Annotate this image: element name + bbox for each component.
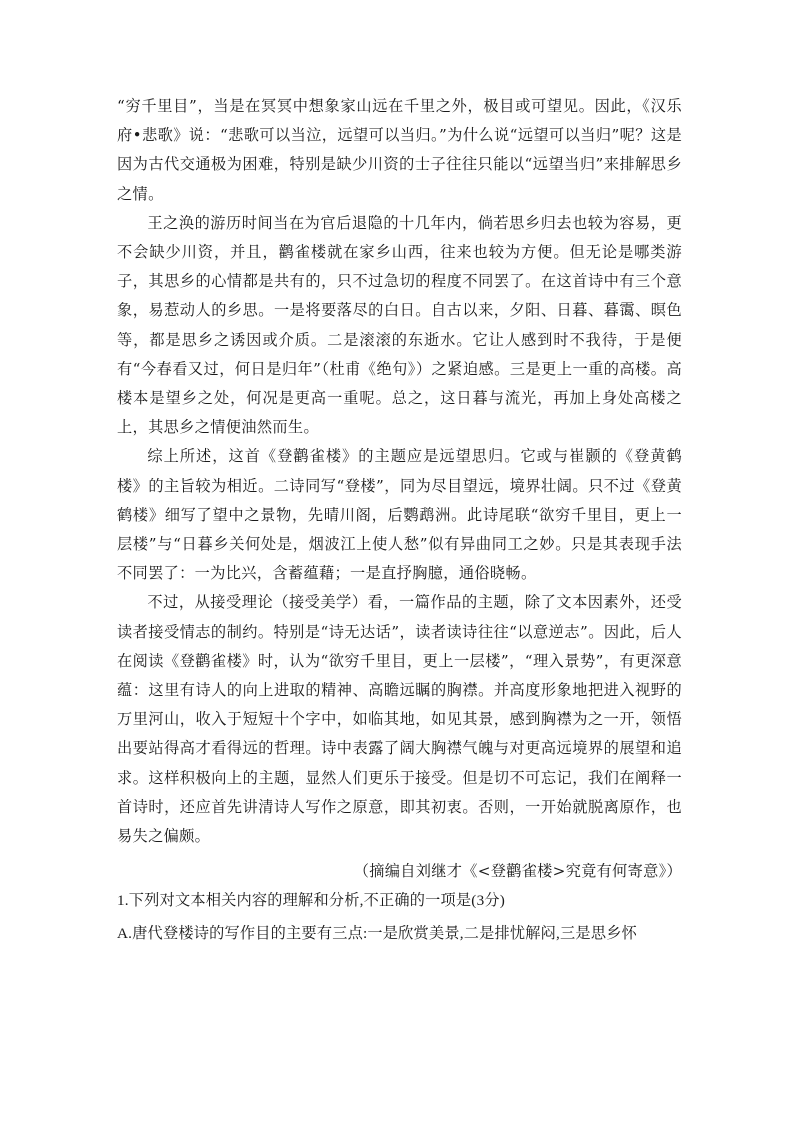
question-stem: 1.下列对文本相关内容的理解和分析,不正确的一项是(3分) xyxy=(117,892,506,910)
question-option-a: A.唐代登楼诗的写作目的主要有三点:一是欣赏美景,二是排忧解闷,三是思乡怀 xyxy=(117,924,637,942)
article-body xyxy=(117,92,682,948)
paragraph-3: 综上所述，这首《登鹳雀楼》的主题应是远望思归。它或与崔颢的《登黄鹤楼》的主旨较为相近。二诗同写“登楼”，同为尽目望远，境界壮阔。只不过《登黄鹤楼》细写了望中之景物，先晴川阁，后鹦鹉洲。此诗尾联“欲穷千里目，更上一层楼”与“日暮乡关何处是，烟波江上使人愁”似有异曲同工之妙。只是其表现手法不同罢了：一为比兴，含蓄蕴藉；一是直抒胸臆，通俗晓畅。 xyxy=(117,447,682,583)
paragraph-1: “穷千里目”，当是在冥冥中想象家山远在千里之外，极目或可望见。因此，《汉乐府•悲歌》说：“悲歌可以当泣，远望可以当归。”为什么说“远望可以当归”呢？这是因为古代交通极为困难，特别是缺少川资的士子往往只能以“远望当归”来排解思乡之情。 xyxy=(117,97,682,203)
source-citation: （摘编自刘继才《<登鹳雀楼>究竟有何寄意》） xyxy=(353,862,682,881)
paragraph-2: 王之涣的游历时间当在为官后退隐的十几年内，倘若思乡归去也较为容易，更不会缺少川资，并且，鹳雀楼就在家乡山西，往来也较为方便。但无论是哪类游子，其思乡的心情都是共有的，只不过急切的程度不同罢了。在这首诗中有三个意象，易惹动人的乡思。一是将要落尽的白日。自古以来，夕阳、日暮、暮霭、暝色等，都是思乡之诱因或介质。二是滚滚的东逝水。它让人感到时不我待，于是便有“今春看又过，何日是归年”（杜甫《绝句》）之紧迫感。三是更上一重的高楼。高楼本是望乡之处，何况是更高一重呢。总之，这日暮与流光，再加上身处高楼之上，其思乡之情便油然而生。 xyxy=(117,213,682,437)
paragraph-4: 不过，从接受理论（接受美学）看，一篇作品的主题，除了文本因素外，还受读者接受情志的制约。特别是“诗无达话”，读者读诗往往“以意逆志”。因此，后人在阅读《登鹳雀楼》时，认为“欲穷千里目，更上一层楼”，“理入景势”，有更深意蕴：这里有诗人的向上进取的精神、高瞻远瞩的胸襟。并高度形象地把进入视野的万里河山，收入于短短十个字中，如临其地，如见其景，感到胸襟为之一开，领悟出要站得高才看得远的哲理。诗中表露了阔大胸襟气魄与对更高远境界的展望和追求。这样积极向上的主题，显然人们更乐于接受。但是切不可忘记，我们在阐释一首诗时，还应首先讲清诗人写作之原意，即其初衷。否则，一开始就脱离原作，也易失之偏颇。 xyxy=(117,593,682,846)
